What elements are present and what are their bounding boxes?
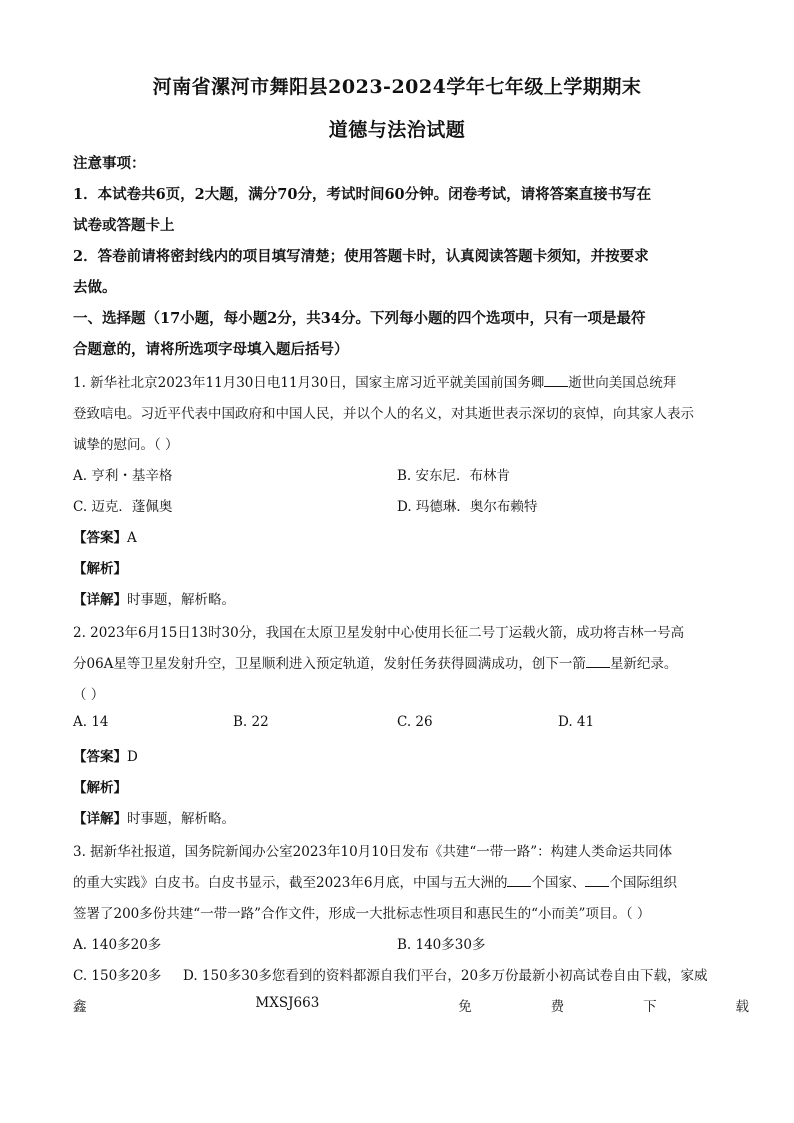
q2-option-a: A. 14 xyxy=(73,714,109,730)
q3-option-c: C. 150多20多 xyxy=(73,968,162,984)
answer-blank xyxy=(586,655,610,668)
section-heading: 一、选择题（17小题，每小题2分，共34分。下列每小题的四个选项中，只有一项是最符 xyxy=(73,310,646,327)
notice-heading: 注意事项： xyxy=(73,155,146,172)
document-subtitle: 道德与法治试题 xyxy=(328,119,466,141)
q2-stem-line1: 2. 2023年6月15日13时30分，我国在太原卫星发射中心使用长征二号丁运载火箭，成功将吉林一号高 xyxy=(73,625,685,641)
q2-analysis: 【解析】 xyxy=(73,780,127,796)
q1-option-c: C. 迈克．蓬佩奥 xyxy=(73,499,173,515)
q3-stem-line2: 的重大实践》白皮书。白皮书显示，截至2023年6月底，中国与五大洲的 个国家、 个国际组织 xyxy=(73,875,677,891)
section-heading-cont: 合题意的，请将所选项字母填入题后括号） xyxy=(73,341,349,358)
q2-detail: 【详解】时事题，解析略。 xyxy=(73,811,235,827)
notice-item-1: 1．本试卷共6页，2大题，满分70分，考试时间60分钟。闭卷考试，请将答案直接书写在 xyxy=(73,186,652,203)
q3-option-b: B. 140多30多 xyxy=(397,937,486,953)
q2-stem-line2: 分06A星等卫星发射升空，卫星顺利进入预定轨道，发射任务获得圆满成功，创下一箭 星新纪录。 xyxy=(73,656,678,672)
q2-option-b: B. 22 xyxy=(233,714,269,730)
q2-stem-line3: （ ） xyxy=(73,687,105,703)
q2-option-d: D. 41 xyxy=(558,714,595,730)
q1-option-a: A. 亨利・基辛格 xyxy=(73,468,173,484)
q1-stem-line1: 1. 新华社北京2023年11月30日电11月30日，国家主席习近平就美国前国务卿 逝世向美国总统拜 xyxy=(73,375,677,391)
document-title: 河南省漯河市舞阳县2023-2024学年七年级上学期期末 xyxy=(152,76,642,98)
q1-stem-line3: 诚挚的慰问。（ ） xyxy=(73,437,179,453)
answer-blank xyxy=(585,874,609,887)
q3-stem-line1: 3. 据新华社报道，国务院新闻办公室2023年10月10日发布《共建“一带一路”：构建人类命运共同体 xyxy=(73,844,673,860)
notice-item-1-cont: 试卷或答题卡上 xyxy=(73,217,175,234)
q3-stem-line3: 签署了200多份共建“一带一路”合作文件，形成一大批标志性项目和惠民生的“小而美”项目。（ ） xyxy=(73,906,651,922)
answer-blank xyxy=(544,374,568,387)
q1-option-b: B. 安东尼．布林肯 xyxy=(397,468,511,484)
q3-option-a: A. 140多20多 xyxy=(73,937,162,953)
q1-answer: 【答案】A xyxy=(73,530,137,546)
q1-stem-line2: 登致唁电。习近平代表中国政府和中国人民，并以个人的名义，对其逝世表示深切的哀悼，向其家人表示 xyxy=(73,406,694,422)
notice-item-2: 2．答卷前请将密封线内的项目填写清楚；使用答题卡时，认真阅读答题卡须知，并按要求 xyxy=(73,248,649,265)
q2-option-c: C. 26 xyxy=(397,714,433,730)
q2-answer: 【答案】D xyxy=(73,749,138,765)
q1-analysis: 【解析】 xyxy=(73,561,127,577)
q1-option-d: D. 玛德琳．奥尔布赖特 xyxy=(397,499,538,515)
answer-blank xyxy=(507,874,531,887)
q3-option-d-and-watermark: D. 150多30多您看到的资料都源自我们平台，20多万份最新小初高试卷自由下载，家威 xyxy=(183,968,708,984)
watermark-line: 鑫 MXSJ663 免 费 下 载 xyxy=(73,995,749,1015)
q1-detail: 【详解】时事题，解析略。 xyxy=(73,592,235,608)
notice-item-2-cont: 去做。 xyxy=(73,279,117,296)
